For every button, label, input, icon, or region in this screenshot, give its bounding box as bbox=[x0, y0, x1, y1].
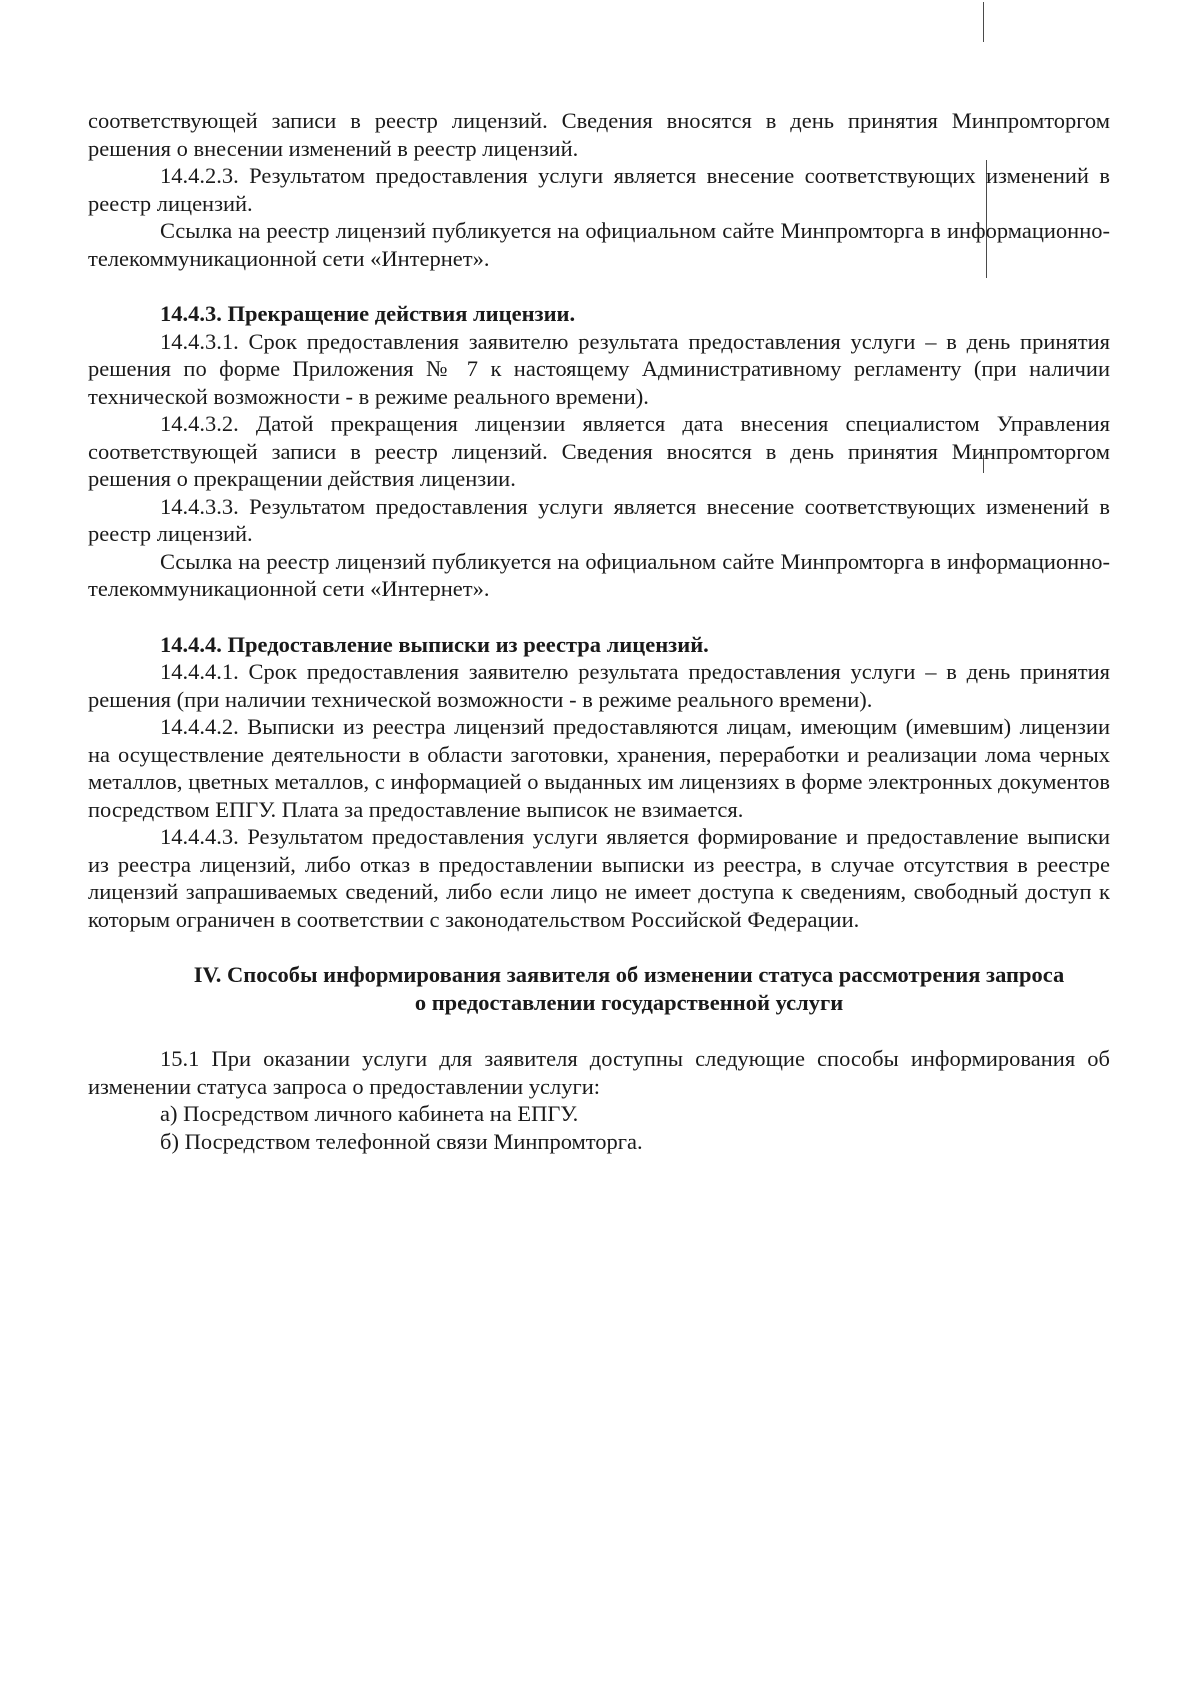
list-item-b: б) Посредством телефонной связи Минпромторга. bbox=[160, 1128, 643, 1154]
section-title-line: IV. Способы информирования заявителя об изменении статуса рассмотрения запроса bbox=[193, 962, 1065, 987]
paragraph-15-1: 15.1 При оказании услуги для заявителя доступны следующие способы информирования об изменении статуса запроса о предоставлении услуги: bbox=[88, 1046, 1110, 1099]
paragraph-14-4-4-2: 14.4.4.2. Выписки из реестра лицензий предоставляются лицам, имеющим (имевшим) лицензии на осуществление деятельности в области заготовки, хранения, переработки и реализации лома черных металлов, цветных металлов, с информацией о выданных им лицензиях в форме электронных документов посредством ЕПГУ. Плата за предоставление выписок не взимается. bbox=[88, 714, 1110, 822]
section-title-iv bbox=[88, 961, 1110, 1016]
paragraph: соответствующей записи в реестр лицензий. Сведения вносятся в день принятия Минпромторгом решения о внесении изменений в реестр лицензий. bbox=[88, 108, 1110, 161]
heading-14-4-4: 14.4.4. Предоставление выписки из реестра лицензий. bbox=[160, 631, 709, 657]
spacer bbox=[88, 272, 1110, 300]
spacer bbox=[88, 933, 1110, 961]
spacer bbox=[88, 1016, 1110, 1045]
paragraph-registry-link: Ссылка на реестр лицензий публикуется на официальном сайте Минпромторга в информационно-телекоммуникационной сети «Интернет». bbox=[88, 218, 1110, 271]
paragraph-14-4-4-3: 14.4.4.3. Результатом предоставления услуги является формирование и предоставление выписки из реестра лицензий, либо отказ в предоставлении выписки из реестра, в случае отсутствия в реестре лицензий запрашиваемых сведений, либо если лицо не имеет доступа к сведениям, свободный доступ к которым ограничен в соответствии с законодательством Российской Федерации. bbox=[88, 824, 1110, 932]
paragraph-14-4-2-3: 14.4.2.3. Результатом предоставления услуги является внесение соответствующих изменений в реестр лицензий. bbox=[88, 163, 1110, 216]
paragraph-14-4-4-1: 14.4.4.1. Срок предоставления заявителю результата предоставления услуги – в день принятия решения (при наличии технической возможности - в режиме реального времени). bbox=[88, 659, 1110, 712]
document-body bbox=[88, 107, 1110, 1155]
scan-artifact-line bbox=[983, 2, 984, 42]
paragraph-registry-link: Ссылка на реестр лицензий публикуется на официальном сайте Минпромторга в информационно-телекоммуникационной сети «Интернет». bbox=[88, 548, 1110, 601]
paragraph-14-4-3-1: 14.4.3.1. Срок предоставления заявителю результата предоставления услуги – в день принятия решения по форме Приложения № 7 к настоящему Административному регламенту (при наличии технической возможности - в режиме реального времени). bbox=[88, 328, 1110, 409]
heading-14-4-3: 14.4.3. Прекращение действия лицензии. bbox=[160, 301, 576, 326]
paragraph-14-4-3-3: 14.4.3.3. Результатом предоставления услуги является внесение соответствующих изменений в реестр лицензий. bbox=[88, 493, 1110, 546]
paragraph-14-4-3-2: 14.4.3.2. Датой прекращения лицензии является дата внесения специалистом Управления соответствующей записи в реестр лицензий. Сведения вносятся в день принятия Минпромторгом решения о прекращении действия лицензии. bbox=[88, 411, 1110, 491]
list-item-a: а) Посредством личного кабинета на ЕПГУ. bbox=[160, 1101, 579, 1126]
spacer bbox=[88, 603, 1110, 631]
section-title-line: о предоставлении государственной услуги bbox=[414, 989, 844, 1015]
